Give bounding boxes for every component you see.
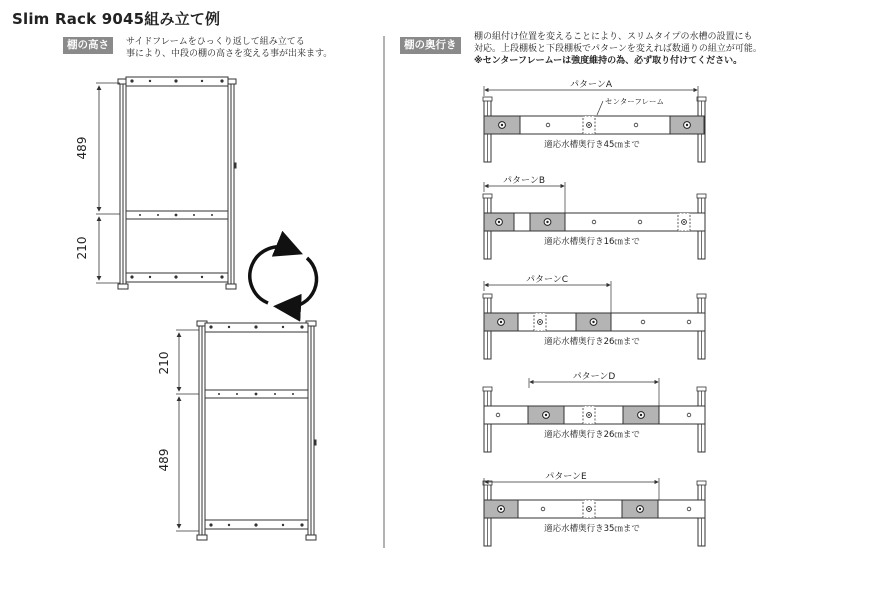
rack-b [197, 321, 316, 540]
rack-a-dots [130, 79, 223, 278]
pattern-caption: 適応水槽奥行き16㎝まで [544, 237, 640, 247]
hole-dot [641, 320, 645, 324]
center-frame-label: センターフレーム [605, 97, 665, 106]
shelf-height-tag: 棚の高さ [63, 37, 113, 54]
depth-pattern-d [483, 371, 706, 452]
center-frame-leader [597, 101, 603, 115]
hole-dot [634, 123, 638, 127]
hole-dot [687, 507, 691, 511]
pattern-label: パターンE [545, 472, 587, 482]
hole-dot [496, 413, 500, 417]
rack-a-dim-bottom: 210 [75, 236, 89, 260]
hole-dot [638, 220, 642, 224]
pattern-label: パターンC [525, 275, 569, 285]
shelf-depth-tag: 棚の奥行き [400, 37, 461, 54]
page-title: Slim Rack 9045組み立て例 [12, 10, 221, 28]
pattern-caption: 適応水槽奥行き35㎝まで [544, 524, 640, 534]
pattern-label: パターンD [572, 372, 616, 382]
depth-pattern-e [483, 471, 706, 546]
hole-dot [687, 320, 691, 324]
depth-pattern-b [483, 175, 706, 259]
hole-dot [546, 123, 550, 127]
flip-rotation-icon [250, 247, 317, 307]
pattern-label: パターンA [570, 80, 612, 90]
depth-pattern-c [483, 274, 706, 359]
pattern-label: パターンB [503, 176, 545, 186]
pattern-caption: 適応水槽奥行き26㎝まで [544, 337, 640, 347]
hole-dot [541, 507, 545, 511]
pattern-caption: 適応水槽奥行き45㎝まで [544, 140, 640, 150]
shelf-height-desc-line2: 事により、中段の棚の高さを変える事が出来ます。 [126, 49, 333, 59]
rack-a-dimensions [96, 83, 120, 283]
hole-dot [687, 413, 691, 417]
hole-dot [592, 220, 596, 224]
pattern-caption: 適応水槽奥行き26㎝まで [544, 430, 640, 440]
rack-b-dim-top: 210 [157, 351, 171, 375]
shelf-depth-desc-line1: 棚の組付け位置を変えることにより、スリムタイプの水槽の設置にも [474, 32, 753, 42]
shelf-depth-desc-line3: ※センターフレームーは強度維持の為、必ず取り付けてください。 [474, 56, 743, 66]
shelf-depth-desc-line2: 対応。上段棚板と下段棚板でパターンを変えれば数通りの組立が可能。 [474, 44, 762, 54]
rack-a [118, 77, 236, 289]
depth-pattern-a [483, 79, 706, 162]
depth-patterns [483, 79, 706, 546]
rack-a-dim-top: 489 [75, 136, 89, 160]
shelf-height-desc-line1: サイドフレームをひっくり返して組み立てる [126, 37, 305, 47]
rack-b-dim-bottom: 489 [157, 448, 171, 472]
rack-b-dimensions [176, 330, 199, 531]
rack-b-dots [209, 325, 303, 526]
